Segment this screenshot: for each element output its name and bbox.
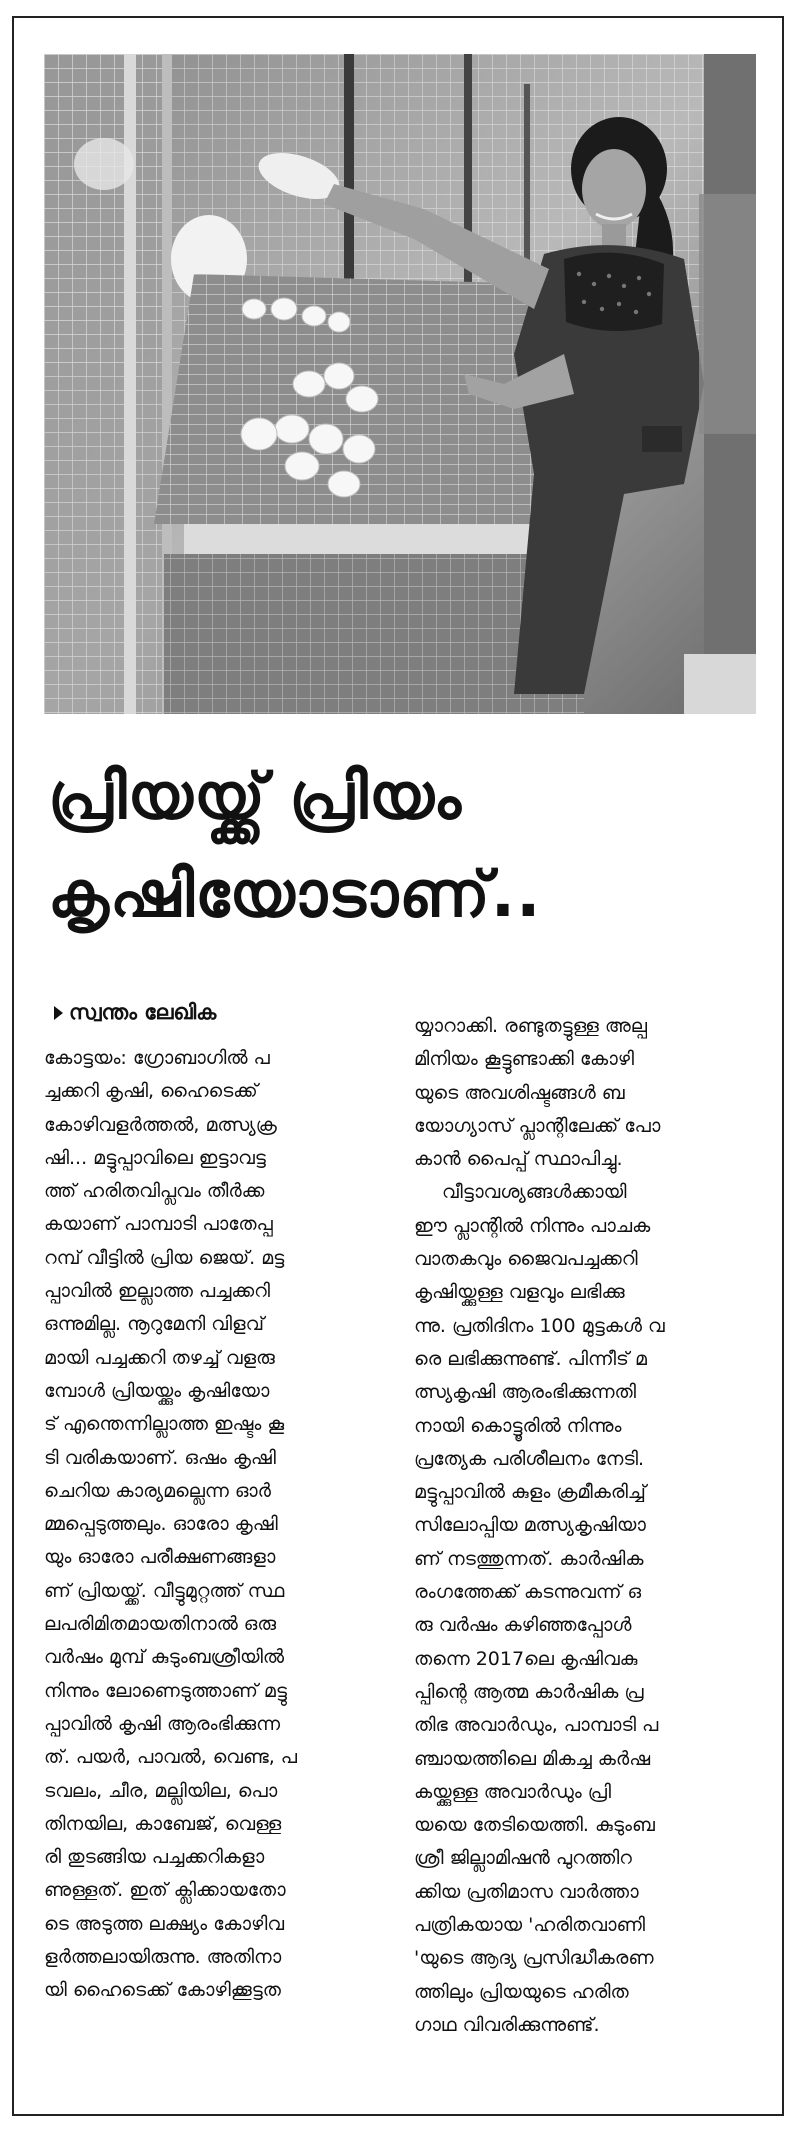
article-line: വീട്ടാവശ്യങ്ങൾക്കായി xyxy=(442,1181,627,1204)
article-line: കയാണ് പാമ്പാടി പാതേപ്പ xyxy=(44,1213,273,1236)
article-line: ഈ പ്ലാന്റിൽ നിന്നും പാചക xyxy=(414,1214,651,1237)
article-line: ണുള്ളത്. ഇത് ക്ലിക്കായതോ xyxy=(44,1879,286,1902)
article-line: പ്പിന്റെ ആത്മ കാർഷിക പ്ര xyxy=(414,1680,644,1703)
article-line: പത്രികയായ 'ഹരിതവാണി xyxy=(414,1914,646,1937)
article-line: രു വർഷം കഴിഞ്ഞപ്പോൾ xyxy=(414,1614,632,1637)
article-line: ത്. പയർ, പാവൽ, വെണ്ട, പ xyxy=(44,1746,298,1769)
article-line: ത്ത് ഹരിതവിപ്ലവം തീർക്ക xyxy=(44,1180,265,1203)
article-line: ഷി... മട്ടുപ്പാവിലെ ഇട്ടാവട്ട xyxy=(44,1146,266,1169)
article-line: രംഗത്തേക്ക് കടന്നുവന്ന് ഒ xyxy=(414,1581,642,1604)
article-line: മിനിയം കൂട്ടുണ്ടാക്കി കോഴി xyxy=(414,1048,635,1071)
headline xyxy=(48,748,760,944)
article-line: രെ ലഭിക്കുന്നുണ്ട്. പിന്നീട് മ xyxy=(414,1347,647,1370)
article-line: വർഷം മുമ്പ് കുടുംബശ്രീയിൽ xyxy=(44,1646,285,1669)
article-line: പ്പാവിൽ ഇല്ലാത്ത പച്ചക്കറി xyxy=(44,1280,271,1303)
article-column-left xyxy=(44,1042,394,2008)
article-line: മ്പോൾ പ്രിയയ്ക്കും കൃഷിയോ xyxy=(44,1379,270,1402)
article-line: കോട്ടയം: ഗ്രോബാഗിൽ പ xyxy=(44,1047,270,1069)
article-line: കാൻ പൈപ്പ് സ്ഥാപിച്ചു. xyxy=(414,1148,623,1171)
byline xyxy=(54,1000,216,1025)
article-line: ന്നു. പ്രതിദിനം 100 മുട്ടകൾ വ xyxy=(414,1314,665,1337)
woman-with-poultry-cage-photo xyxy=(44,54,756,714)
article-line: യും ഓരോ പരീക്ഷണങ്ങളാ xyxy=(44,1546,276,1569)
article-photo xyxy=(44,54,756,714)
article-line: മ്മപ്പെടുത്തലും. ഓരോ കൃഷി xyxy=(44,1513,278,1536)
article-line: തിനയില, കാബേജ്, വെള്ള xyxy=(44,1812,282,1835)
article-line: കോഴിവളർത്തൽ, മത്സ്യക്ര xyxy=(44,1113,277,1136)
article-line: നിന്നും ലോണെടുത്താണ് മട്ടു xyxy=(44,1679,287,1702)
article-line: ണ് നടത്തുന്നത്. കാർഷിക xyxy=(414,1547,644,1570)
article-line: നായി കൊട്ടൂരിൽ നിന്നും xyxy=(414,1414,622,1437)
article-line: ത്സ്യകൃഷി ആരംഭിക്കുന്നതി xyxy=(414,1381,637,1404)
article-line: കയ്ക്കുള്ള അവാർഡും പ്രി xyxy=(414,1780,612,1803)
article-column-right xyxy=(414,1010,764,2042)
article-line: ട് എന്തെന്നില്ലാത്ത ഇഷ്ടം കൂ xyxy=(44,1413,285,1436)
article-line: റമ്പ് വീട്ടിൽ പ്രിയ ജെയ്. മട്ട xyxy=(44,1246,285,1269)
article-line: ളർത്തലായിരുന്നു. അതിനാ xyxy=(44,1946,282,1969)
article-line: ഗാഥ വിവരിക്കുന്നുണ്ട്. xyxy=(414,2013,600,2036)
article-line: ടെ അടുത്ത ലക്ഷ്യം കോഴിവ xyxy=(44,1912,285,1935)
article-line: ടി വരികയാണ്. ഒഷം കൃഷി xyxy=(44,1446,276,1469)
article-line: പ്പാവിൽ കൃഷി ആരംഭിക്കുന്ന xyxy=(44,1712,281,1735)
article-line: മായി പച്ചക്കറി തഴച്ച് വളരു xyxy=(44,1346,275,1369)
article-line: തന്നെ 2017ലെ കൃഷിവകു xyxy=(414,1647,638,1670)
article-line: ണ് പ്രിയയ്ക്ക്. വീട്ടുമുറ്റത്ത് സ്ഥ xyxy=(44,1579,285,1602)
headline-line-1: പ്രിയയ്ക്ക് പ്രിയം xyxy=(48,760,462,834)
article-line: രി തുടങ്ങിയ പച്ചക്കറികളാ xyxy=(44,1846,265,1869)
article-line: തിഭ അവാർഡും, പാമ്പാടി പ xyxy=(414,1714,659,1737)
article-line: യയെ തേടിയെത്തി. കുടുംബ xyxy=(414,1814,655,1837)
article-line: ഒന്നുമില്ല. നൂറുമേനി വിളവ് xyxy=(44,1313,265,1336)
byline-text: സ്വന്തം ലേഖിക xyxy=(69,1000,217,1024)
article-line: യ്യാറാക്കി. രണ്ടുതട്ടുള്ള അല്പ xyxy=(414,1015,647,1037)
article-line: ച്ചക്കറി കൃഷി, ഹൈടെക്ക് xyxy=(44,1080,258,1103)
article-line: ടവലം, ചീര, മല്ലിയില, പൊ xyxy=(44,1779,278,1802)
article-line: ക്കിയ പ്രതിമാസ വാർത്താ xyxy=(414,1880,639,1903)
article-line: ലപരിമിതമായതിനാൽ ഒരു xyxy=(44,1613,277,1636)
article-line: സിലോപ്പിയ മത്സ്യകൃഷിയാ xyxy=(414,1514,646,1537)
headline-line-2: കൃഷിയോടാണ്.. xyxy=(48,858,542,932)
article-line: യി ഹൈടെക്ക് കോഴിക്കൂട്ടത xyxy=(44,1979,281,2002)
article-line: ഞ്ചായത്തിലെ മികച്ച കർഷ xyxy=(414,1747,651,1770)
byline-marker-icon xyxy=(54,1006,63,1020)
article-line: ശ്രീ ജില്ലാമിഷൻ പുറത്തിറ xyxy=(414,1847,632,1870)
article-line: 'യുടെ ആദ്യ പ്രസിദ്ധീകരണ xyxy=(414,1947,654,1970)
article-line: ത്തിലും പ്രിയയുടെ ഹരിത xyxy=(414,1980,629,2003)
article-line: യുടെ അവശിഷ്ടങ്ങൾ ബ xyxy=(414,1081,625,1104)
article-line: കൃഷിയ്ക്കുള്ള വളവും ലഭിക്കു xyxy=(414,1281,625,1304)
article-line: വാതകവും ജൈവപച്ചക്കറി xyxy=(414,1248,638,1271)
article-line: യോഗ്യാസ് പ്ലാന്റിലേക്ക് പോ xyxy=(414,1114,661,1137)
article-line: പ്രത്യേക പരിശീലനം നേടി. xyxy=(414,1447,645,1470)
article-line: ചെറിയ കാര്യമല്ലെന്ന ഓർ xyxy=(44,1479,271,1502)
article-line: മട്ടുപ്പാവിൽ കുളം ക്രമീകരിച്ച് xyxy=(414,1481,646,1504)
